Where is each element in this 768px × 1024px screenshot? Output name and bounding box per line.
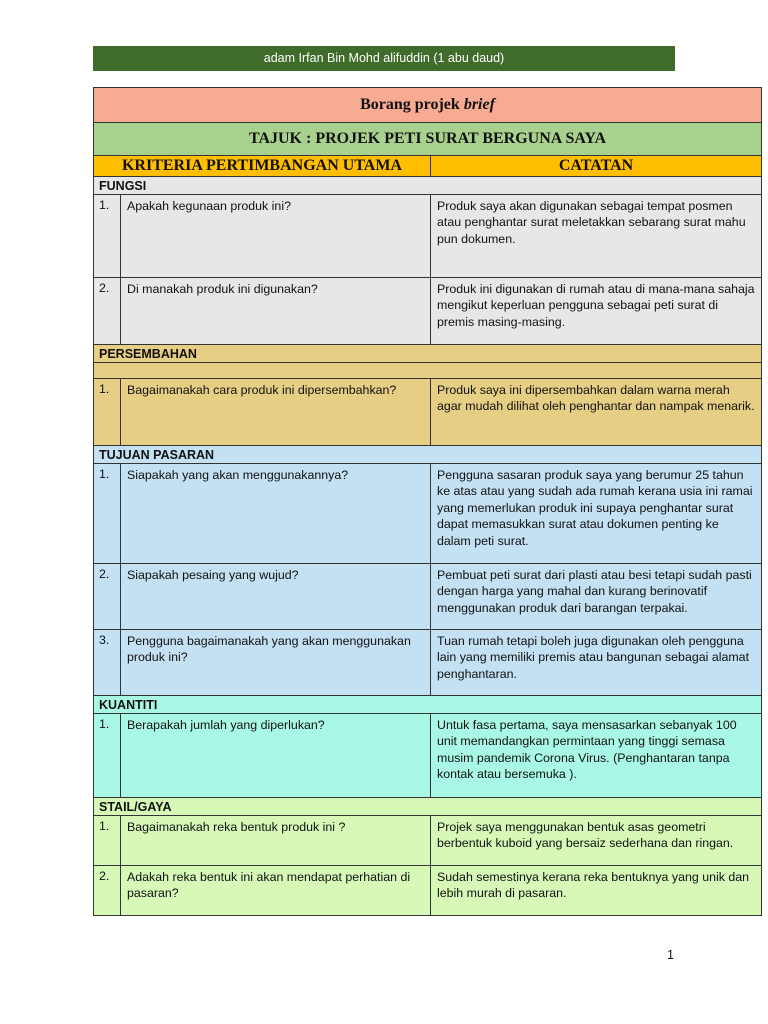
row-number: 2. [94,564,121,630]
row-number: 2. [94,278,121,345]
row-note: Pembuat peti surat dari plasti atau besi tetapi sudah pasti dengan harga yang mahal dan kurang berinovatif menggunakan produk dari barangan terpakai. [431,564,762,630]
row-question: Berapakah jumlah yang diperlukan? [121,714,431,798]
section-title: KUANTITI [94,696,762,714]
section-header-stail-gaya [94,798,762,816]
row-number: 1. [94,464,121,564]
table-row [94,714,762,798]
row-note: Pengguna sasaran produk saya yang berumur 25 tahun ke atas atau yang sudah ada rumah kerana usia ini ramai yang memerlukan produk ini supaya penghantar surat dapat memasukkan surat atau dokumen penting ke dalam peti surat. [431,464,762,564]
table-row [94,195,762,278]
project-brief-form [93,87,762,916]
row-note: Produk ini digunakan di rumah atau di mana-mana sahaja mengikut keperluan pengguna sebagai peti surat di premis masing-masing. [431,278,762,345]
table-row [94,379,762,446]
blank-cell [94,363,762,379]
row-note: Produk saya ini dipersembahkan dalam warna merah agar mudah dilihat oleh penghantar dan nampak menarik. [431,379,762,446]
row-number: 2. [94,866,121,916]
student-name: adam Irfan Bin Mohd alifuddin (1 abu daud) [263,51,505,65]
row-question: Bagaimanakah cara produk ini dipersembahkan? [121,379,431,446]
section-header-fungsi [94,177,762,195]
form-title-main: Borang projek [360,96,460,113]
section-title: STAIL/GAYA [94,798,762,816]
section-title: FUNGSI [94,177,762,195]
section-header-persembahan [94,345,762,363]
form-title-row [94,88,762,123]
row-note: Sudah semestinya kerana reka bentuknya yang unik dan lebih murah di pasaran. [431,866,762,916]
row-question: Pengguna bagaimanakah yang akan menggunakan produk ini? [121,630,431,696]
table-row [94,816,762,866]
section-title: PERSEMBAHAN [94,345,762,363]
row-question: Bagaimanakah reka bentuk produk ini ? [121,816,431,866]
row-number: 3. [94,630,121,696]
section-header-tujuan-pasaran [94,446,762,464]
column-header-criteria: KRITERIA PERTIMBANGAN UTAMA [94,156,431,177]
row-question: Apakah kegunaan produk ini? [121,195,431,278]
row-note: Projek saya menggunakan bentuk asas geometri berbentuk kuboid yang bersaiz sederhana dan ringan. [431,816,762,866]
row-note: Produk saya akan digunakan sebagai tempat posmen atau penghantar surat meletakkan sebarang surat mahu pun dokumen. [431,195,762,278]
form-title-emphasis: brief [463,96,495,113]
row-number: 1. [94,195,121,278]
section-header-kuantiti [94,696,762,714]
row-number: 1. [94,714,121,798]
row-number: 1. [94,379,121,446]
form-topic: TAJUK : PROJEK PETI SURAT BERGUNA SAYA [94,123,762,156]
table-row [94,464,762,564]
column-header-notes: CATATAN [431,156,762,177]
topic-row [94,123,762,156]
row-question: Siapakah pesaing yang wujud? [121,564,431,630]
table-row [94,866,762,916]
table-row [94,564,762,630]
table-row [94,630,762,696]
section-title: TUJUAN PASARAN [94,446,762,464]
page-number: 1 [667,948,674,962]
row-note: Untuk fasa pertama, saya mensasarkan sebanyak 100 unit memandangkan permintaan yang tinggi semasa musim pandemik Corona Virus. (Penghantaran tanpa kontak atau bersemuka ). [431,714,762,798]
blank-row [94,363,762,379]
student-name-bar [93,46,675,71]
form-title [94,88,762,123]
table-row [94,278,762,345]
column-header-row [94,156,762,177]
row-question: Adakah reka bentuk ini akan mendapat perhatian di pasaran? [121,866,431,916]
row-number: 1. [94,816,121,866]
row-question: Di manakah produk ini digunakan? [121,278,431,345]
row-note: Tuan rumah tetapi boleh juga digunakan oleh pengguna lain yang memiliki premis atau bangunan sebagai alamat penghantaran. [431,630,762,696]
row-question: Siapakah yang akan menggunakannya? [121,464,431,564]
